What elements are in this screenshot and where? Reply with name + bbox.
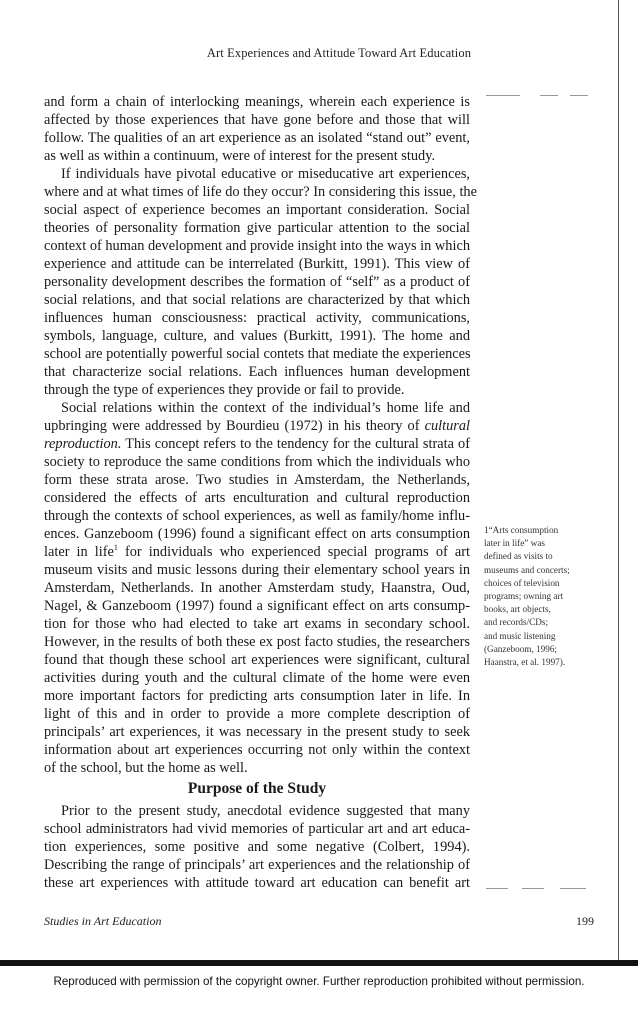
text-line: tion experiences, some positive and some negative (Colbert, 1994). [44,839,470,855]
text-line: light of this and in order to provide a more complete description of [44,706,470,722]
text-line: as well as within a continuum, were of interest for the present study. [44,148,436,164]
page-number: 199 [576,914,594,928]
text-line: museum visits and music lessons during their elementary school years in [44,562,470,578]
footnote-line: and music listening [484,630,556,641]
text-line: form these strata arose. Two studies in Amsterdam, the Netherlands, [44,472,470,488]
section-heading: Purpose of the Study [187,780,327,797]
text-line: information about art experiences occurring not only within the context [44,742,470,758]
text-run: This concept refers to the tendency for the cultural strata of [121,436,470,452]
text-run: later in life [44,544,114,560]
text-line: social relations, and that social relations are characterized by that which [44,292,470,308]
text-line: If individuals have pivotal educative or miseducative art experiences, [61,166,470,182]
text-line: school administrators had vivid memories of particular art and art educa- [44,821,470,837]
paragraph-2 [44,165,477,399]
text-line: and form a chain of interlocking meanings, wherein each experience is [44,94,470,110]
text-line: personality development describes the formation of “self” as a product of [44,274,470,290]
journal-name: Studies in Art Education [44,914,162,928]
text-line: principals’ art experiences, it was necessary in the present study to seek [44,724,470,740]
corner-mark [486,95,520,96]
footnote-line: 1“Arts consumption [484,525,559,535]
paragraph-purpose [44,802,470,892]
text-line: considered the effects of arts enculturation and cultural reproduction [44,490,470,506]
text-line: Amsterdam, Netherlands. In another Amsterdam study, Haanstra, Oud, [44,580,470,596]
corner-mark [486,888,508,889]
body-text [44,93,477,892]
footnote-marker: 1 [113,543,118,553]
text-line [44,417,470,435]
text-line: Prior to the present study, anecdotal evidence suggested that many [61,803,470,819]
text-line: Nagel, & Ganzeboom (1997) found a significant effect on arts consump- [44,598,470,614]
footnote-line: museums and concerts; [484,564,570,575]
text-line: ences. Ganzeboom (1996) found a significant effect on arts consumption [44,526,470,542]
corner-mark [522,888,544,889]
text-run: upbringing were addressed by Bourdieu (1972) in his theory of [44,418,425,434]
text-line: symbols, language, culture, and values (Burkitt, 1991). The home and [44,328,470,344]
copyright-notice: Reproduced with permission of the copyright owner. Further reproduction prohibited without permission. [53,975,585,988]
footnote-line: programs; owning art [484,591,564,602]
text-line: through the type of experiences they provide or fail to provide. [44,382,405,398]
text-line: context of human development and provide insight into the ways in which [44,238,470,254]
text-line: However, in the results of both these ex post facto studies, the researchers [44,634,470,650]
text-line: activities during youth and the cultural climate of the home were even [44,670,470,686]
footnote-line: (Ganzeboom, 1996; [484,643,557,654]
text-line: experience and attitude can be interrelated (Burkitt, 1991). This view of [44,256,470,272]
text-line: follow. The qualities of an art experience as an isolated “stand out” event, [44,130,470,146]
text-line: through the contexts of school experiences, as well as family/home influ- [44,508,470,524]
text-line: of the school, but the home as well. [44,760,248,776]
scan-border [0,960,638,966]
text-line: Describing the range of principals’ art experiences and the relationship of [44,857,470,873]
footnote-line: choices of television [484,577,560,588]
footnote-line: defined as visits to [484,551,553,562]
italic-term: cultural [424,418,470,434]
footnote-line: books, art objects, [484,604,551,615]
corner-mark [540,95,558,96]
italic-term: reproduction. [44,436,122,452]
margin-footnote [484,524,602,669]
text-line: influences human consciousness: practical activity, communications, [44,310,470,326]
text-run: for individuals who experienced special programs of art [117,544,470,560]
paragraph-3 [44,399,470,777]
page-edge-rule [618,0,619,960]
paragraph-1 [44,93,470,165]
text-line: these art experiences with attitude toward art education can benefit art [44,875,470,891]
text-line: Social relations within the context of the individual’s home life and [61,400,470,416]
text-line: affected by those experiences that have gone before and those that will [44,112,470,128]
text-line: school are potentially powerful social contets that mediate the experiences [44,346,471,362]
text-line: social aspect of experience becomes an important consideration. Social [44,202,470,218]
text-line [44,543,470,561]
text-line: tion for those who had elected to take art exams in secondary school. [44,616,470,632]
footnote-line: and records/CDs; [484,617,549,628]
text-line: that characterize social relations. Each influences human development [44,364,470,380]
text-line: theories of personality formation give particular attention to the social [44,220,470,236]
text-line: society to reproduce the same conditions from which the individuals who [44,454,470,470]
text-line: where and at what times of life do they occur? In considering this issue, the [44,184,477,200]
footnote-line: Haanstra, et al. 1997). [484,657,566,668]
text-line [44,435,470,453]
running-head: Art Experiences and Attitude Toward Art Education [206,46,472,60]
text-line: more important factors for predicting arts consumption later in life. In [44,688,470,704]
text-line: found that though these school art experiences were significant, cultural [44,652,470,668]
corner-mark [560,888,586,889]
footnote-line: later in life” was [484,538,545,549]
corner-mark [570,95,588,96]
